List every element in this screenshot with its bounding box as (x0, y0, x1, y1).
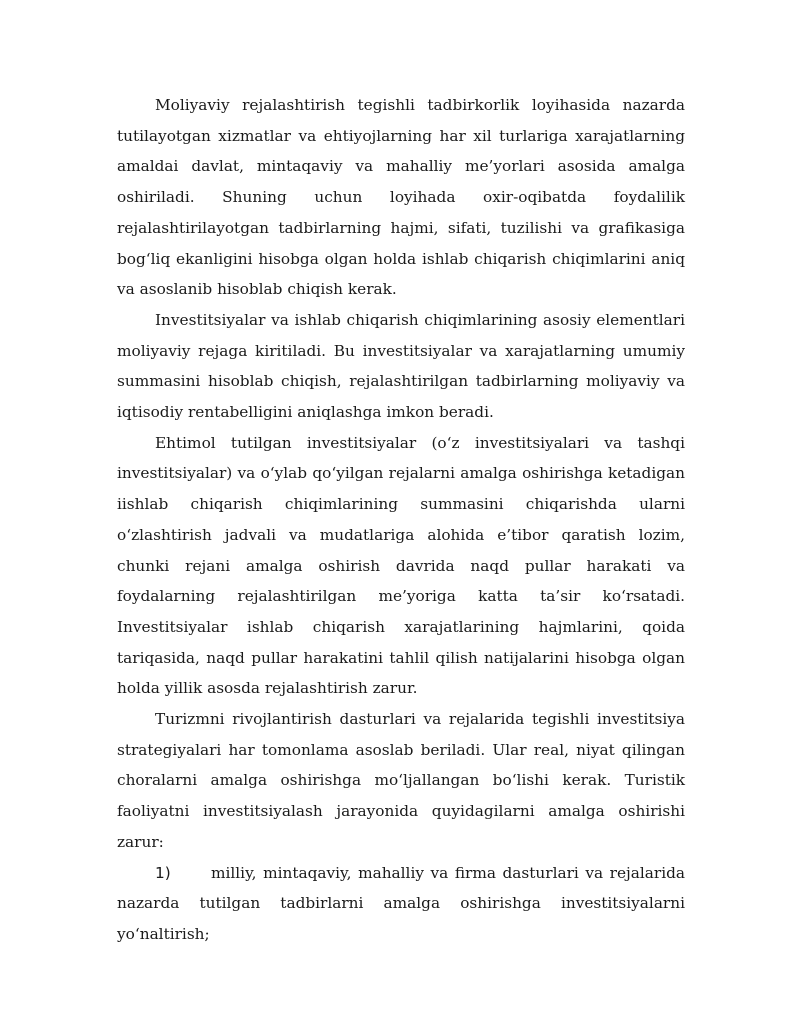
list-item-1 (117, 858, 685, 950)
list-item-number: 1) (155, 863, 171, 882)
paragraph-1: Moliyaviy rejalashtirish tegishli tadbirkorlik loyihasida nazarda tutilayotgan xizmatlar va ehtiyojlarning har xil turlariga xarajatlarning amaldai davlat, mintaqaviy va mahalliy me’yorlari asosida amalga oshiriladi. Shuning uchun loyihada oxir-oqibatda foydalilik rejalashtirilayotgan tadbirlarning hajmi, sifati, tuzilishi va grafikasiga bog‘liq ekanligini hisobga olgan holda ishlab chiqarish chiqimlarini aniq va asoslanib hisoblab chiqish kerak. (117, 96, 685, 299)
paragraph-2: Investitsiyalar va ishlab chiqarish chiqimlarining asosiy elementlari moliyaviy rejaga kiritiladi. Bu investitsiyalar va xarajatlarning umumiy summasini hisoblab chiqish, rejalashtirilgan tadbirlarning moliyaviy va iqtisodiy rentabelligini aniqlashga imkon beradi. (117, 310, 685, 422)
paragraph-4: Turizmni rivojlantirish dasturlari va rejalarida tegishli investitsiya strategiyalari har tomonlama asoslab beriladi. Ular real, niyat qilingan choralarni amalga oshirishga mo‘ljallangan bo‘lishi kerak. Turistik faoliyatni investitsiyalash jarayonida quyidagilarni amalga oshirishi zarur: (117, 710, 685, 851)
document-body (117, 90, 685, 950)
paragraph-3: Ehtimol tutilgan investitsiyalar (o‘z investitsiyalari va tashqi investitsiyalar) va o‘ylab qo‘yilgan rejalarni amalga oshirishga ketadigan iishlab chiqarish chiqimlarining summasini chiqarishda ularni o‘zlashtirish jadvali va mudatlariga alohida e’tibor qaratish lozim, chunki rejani amalga oshirish davrida naqd pullar harakati va foydalarning rejalashtirilgan me’yoriga katta ta’sir ko‘rsatadi. Investitsiyalar ishlab chiqarish xarajatlarining hajmlarini, qoida tariqasida, naqd pullar harakatini tahlil qilish natijalarini hisobga olgan holda yillik asosda rejalashtirish zarur. (117, 433, 685, 698)
list-item-text: milliy, mintaqaviy, mahalliy va firma dasturlari va rejalarida nazarda tutilgan tadbirlarni amalga oshirishga investitsiyalarni yo‘naltirish; (117, 863, 685, 943)
